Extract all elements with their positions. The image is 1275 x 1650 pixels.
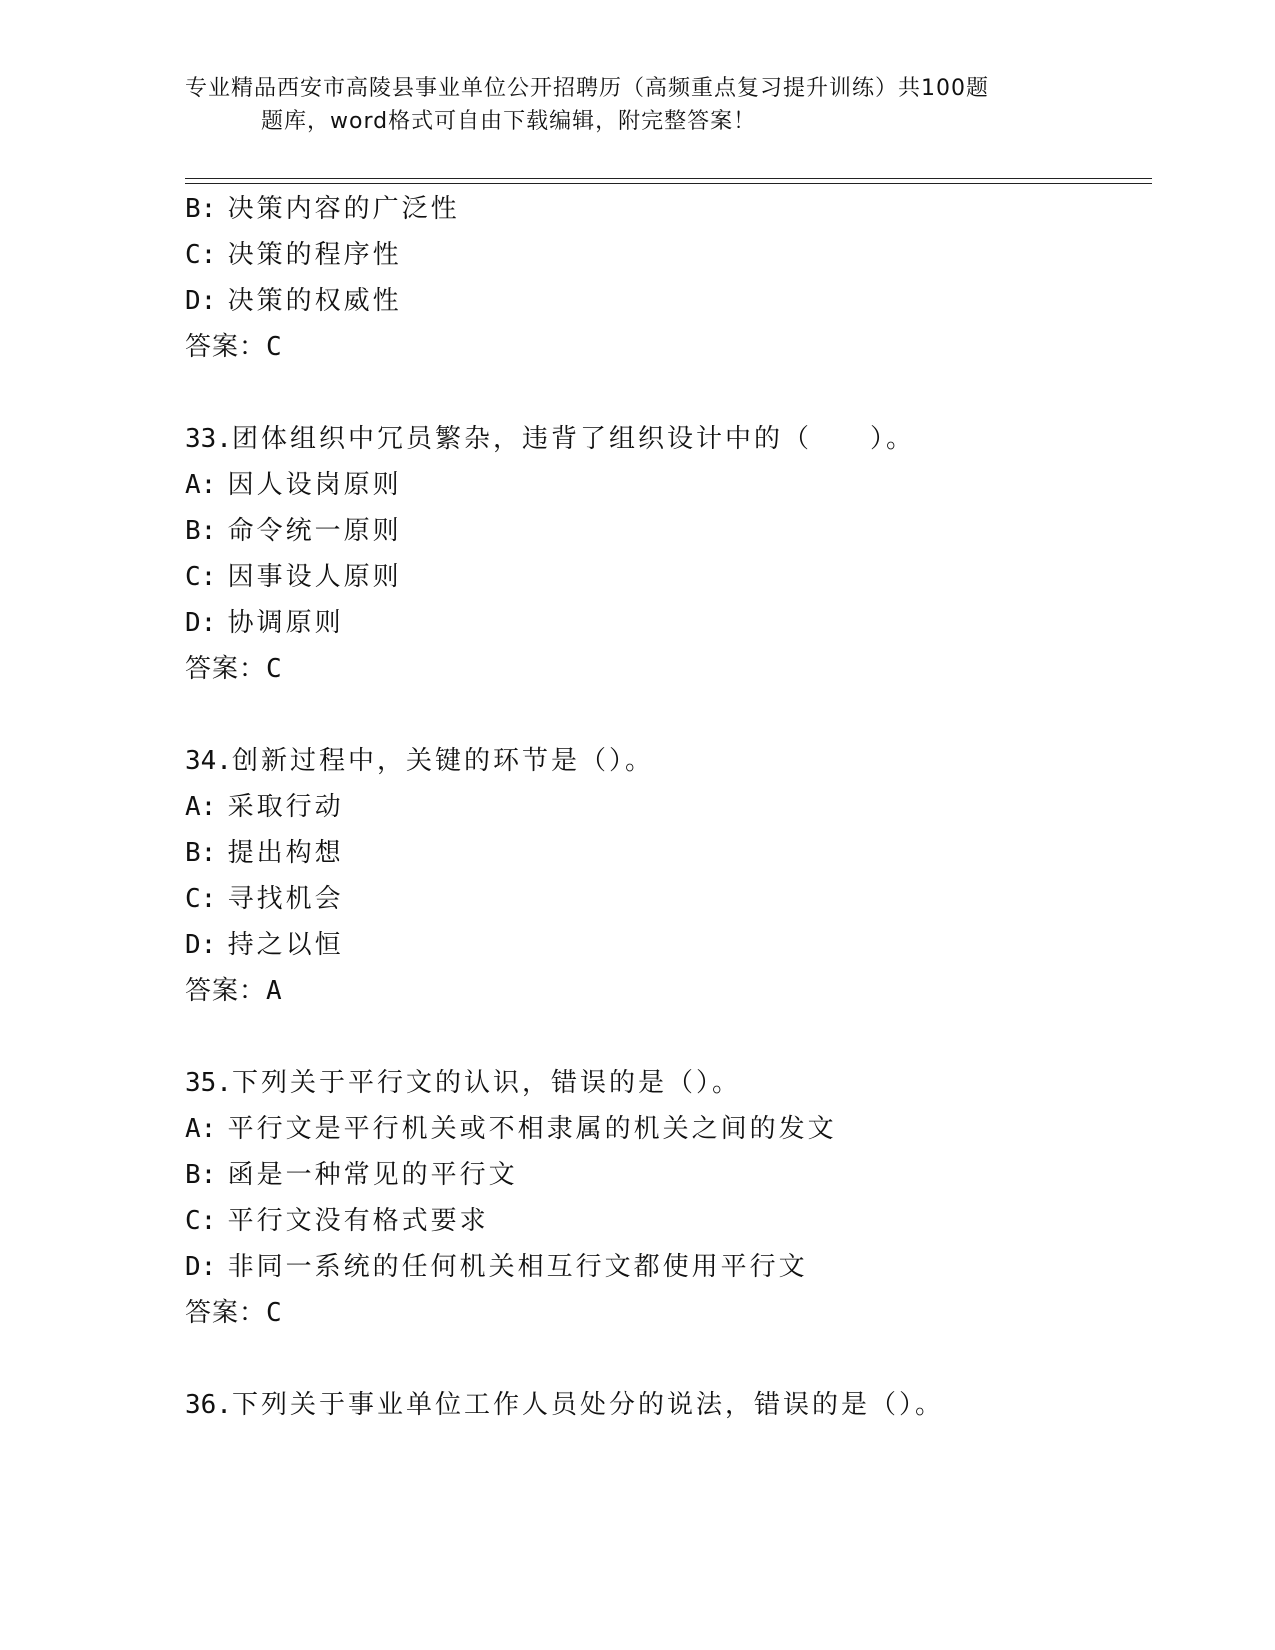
answer-label: 答案： [185,976,267,1006]
option-c [185,876,1152,922]
question-stem [185,416,1152,462]
question-stem [185,738,1152,784]
answer-value: C [266,1298,283,1328]
option-text: 寻找机会 [227,884,344,914]
question-number: 33. [185,424,232,454]
option-prefix: D: [185,930,217,960]
option-prefix: C: [185,884,217,914]
option-prefix: D: [185,608,217,638]
spacer [185,370,1152,416]
spacer [185,1336,1152,1382]
spacer [185,692,1152,738]
option-prefix: A: [185,792,217,822]
document-body [185,186,1152,1428]
answer-value: C [266,332,283,362]
option-prefix: C: [185,1206,217,1236]
option-b [185,508,1152,554]
option-b [185,830,1152,876]
option-prefix: A: [185,470,217,500]
option-b [185,186,1152,232]
option-prefix: D: [185,1252,217,1282]
header-line-1: 专业精品西安市高陵县事业单位公开招聘历（高频重点复习提升训练）共100题 [185,76,989,101]
header-line-2: 题库，word格式可自由下载编辑，附完整答案！ [261,109,757,134]
option-text: 非同一系统的任何机关相互行文都使用平行文 [227,1252,808,1282]
continued-question [185,186,1152,370]
option-text: 平行文是平行机关或不相隶属的机关之间的发文 [227,1114,837,1144]
option-c [185,232,1152,278]
option-text: 命令统一原则 [227,516,402,546]
option-prefix: B: [185,516,217,546]
option-c [185,1198,1152,1244]
option-d [185,278,1152,324]
question-stem [185,1060,1152,1106]
spacer [185,1014,1152,1060]
answer-line [185,646,1152,692]
header-rule-bottom [185,183,1152,184]
question-number: 35. [185,1068,232,1098]
option-text: 持之以恒 [227,930,344,960]
document-header [185,72,1085,138]
option-text: 采取行动 [227,792,344,822]
header-rule-top [185,178,1152,179]
option-a [185,462,1152,508]
option-text: 决策的程序性 [227,240,402,270]
option-text: 决策的权威性 [227,286,402,316]
option-text: 平行文没有格式要求 [227,1206,489,1236]
question-text: 下列关于平行文的认识，错误的是（）。 [231,1068,741,1098]
answer-value: C [266,654,283,684]
question-text: 下列关于事业单位工作人员处分的说法，错误的是（）。 [231,1390,944,1420]
option-prefix: B: [185,838,217,868]
option-prefix: D: [185,286,217,316]
question-number: 36. [185,1390,232,1420]
option-text: 函是一种常见的平行文 [227,1160,518,1190]
question-36 [185,1382,1152,1428]
answer-line [185,324,1152,370]
option-a [185,1106,1152,1152]
option-text: 因人设岗原则 [227,470,402,500]
question-35 [185,1060,1152,1336]
option-c [185,554,1152,600]
option-prefix: A: [185,1114,217,1144]
question-text: 创新过程中，关键的环节是（）。 [231,746,654,776]
option-text: 决策内容的广泛性 [227,194,460,224]
question-number: 34. [185,746,232,776]
option-prefix: C: [185,562,217,592]
option-d [185,922,1152,968]
option-text: 提出构想 [227,838,344,868]
question-33 [185,416,1152,692]
answer-line [185,1290,1152,1336]
answer-label: 答案： [185,654,267,684]
option-d [185,1244,1152,1290]
option-a [185,784,1152,830]
option-d [185,600,1152,646]
option-prefix: C: [185,240,217,270]
answer-value: A [266,976,283,1006]
answer-label: 答案： [185,1298,267,1328]
option-prefix: B: [185,194,217,224]
question-34 [185,738,1152,1014]
question-stem [185,1382,1152,1428]
answer-label: 答案： [185,332,267,362]
option-text: 因事设人原则 [227,562,402,592]
option-prefix: B: [185,1160,217,1190]
option-text: 协调原则 [227,608,344,638]
option-b [185,1152,1152,1198]
answer-line [185,968,1152,1014]
question-text: 团体组织中冗员繁杂，违背了组织设计中的（ ）。 [231,424,915,454]
